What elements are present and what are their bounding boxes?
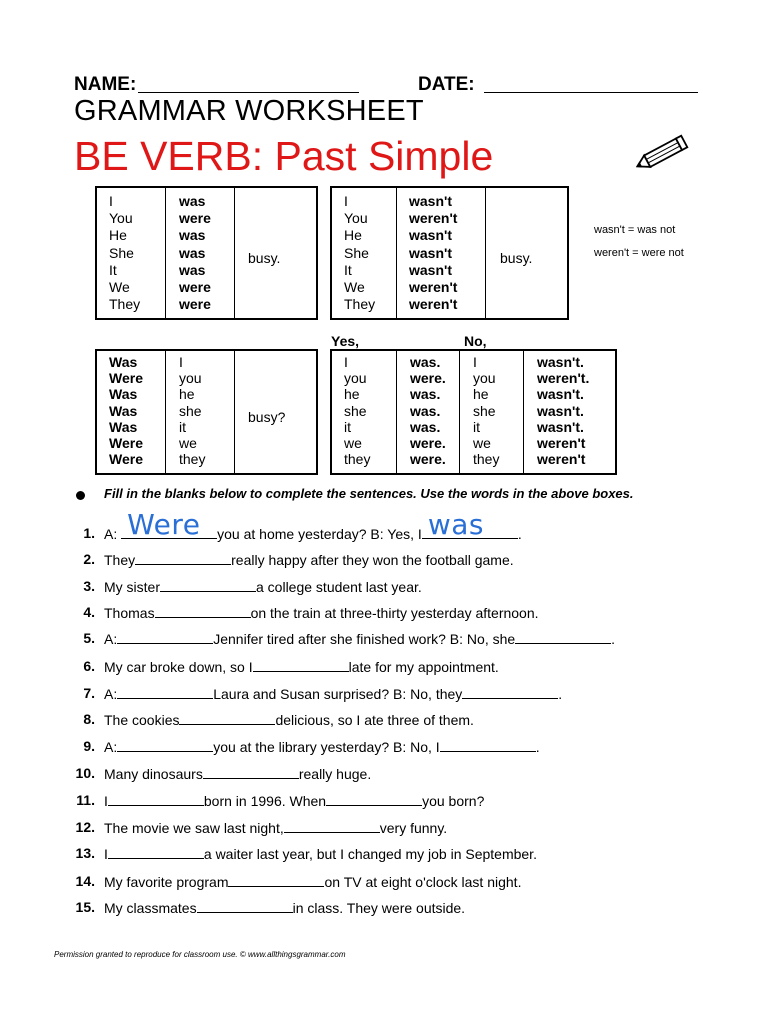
- question-number: 12.: [75, 819, 95, 835]
- question-12: The movie we saw last night, very funny.: [104, 820, 448, 836]
- date-field[interactable]: [484, 92, 698, 93]
- question-number: 1.: [83, 525, 95, 541]
- answer-blank[interactable]: [160, 578, 256, 592]
- question-5: A: Jennifer tired after she finished work? B: No, she .: [104, 631, 616, 647]
- affirmative-table: [95, 186, 318, 320]
- affirmative-complement: busy.: [248, 250, 281, 266]
- answer-blank[interactable]: [135, 551, 231, 565]
- question-subjects: I you he she it we they: [179, 354, 206, 468]
- answer-blank[interactable]: [117, 685, 213, 699]
- question-number: 11.: [76, 792, 95, 808]
- short-answer-table: [330, 349, 617, 475]
- footer-credit: Permission granted to reproduce for classroom use. © www.allthingsgrammar.com: [54, 950, 346, 959]
- answer-blank[interactable]: [203, 765, 299, 779]
- no-subjects: I you he she it we they: [473, 354, 500, 468]
- answer-blank[interactable]: [462, 685, 558, 699]
- contraction-wasnt: wasn't = was not: [594, 224, 676, 236]
- answer-blank[interactable]: [440, 738, 536, 752]
- yes-verbs: was. were. was. was. was. were. were.: [410, 354, 446, 468]
- answer-blank[interactable]: [155, 604, 251, 618]
- question-4: Thomas on the train at three-thirty yesterday afternoon.: [104, 605, 539, 621]
- question-verbs: Was Were Was Was Was Were Were: [109, 354, 143, 468]
- answer-blank[interactable]: [108, 845, 204, 859]
- answer-blank[interactable]: [179, 711, 275, 725]
- question-3: My sister a college student last year.: [104, 579, 422, 595]
- topic-title: BE VERB: Past Simple: [74, 133, 494, 179]
- answer-was: was: [427, 508, 484, 541]
- answer-blank[interactable]: [117, 630, 213, 644]
- question-number: 3.: [83, 578, 95, 594]
- answer-blank[interactable]: [108, 792, 204, 806]
- instruction-text: Fill in the blanks below to complete the sentences. Use the words in the above boxes.: [104, 486, 634, 501]
- question-number: 13.: [75, 845, 95, 861]
- question-9: A: you at the library yesterday? B: No, I .: [104, 739, 540, 755]
- no-verbs: wasn't. weren't. wasn't. wasn't. wasn't. weren't weren't: [537, 354, 590, 468]
- question-10: Many dinosaurs really huge.: [104, 766, 372, 782]
- question-number: 8.: [83, 711, 95, 727]
- answer-blank[interactable]: [422, 508, 518, 541]
- affirmative-verbs: was were was was was were were: [179, 193, 211, 313]
- answer-blank[interactable]: [515, 630, 611, 644]
- question-15: My classmates in class. They were outside.: [104, 900, 466, 916]
- pencil-icon: [632, 132, 692, 178]
- yes-label: Yes,: [331, 333, 360, 349]
- question-6: My car broke down, so I late for my appointment.: [104, 659, 499, 675]
- answer-were: Were: [127, 508, 201, 541]
- bullet-icon: [76, 491, 85, 500]
- name-field[interactable]: [138, 92, 359, 93]
- answer-blank[interactable]: [121, 508, 217, 541]
- question-complement: busy?: [248, 409, 286, 425]
- negative-table: [330, 186, 569, 320]
- yes-subjects: I you he she it we they: [344, 354, 371, 468]
- question-1: A: Were you at home yesterday? B: Yes, I was .: [104, 508, 522, 542]
- answer-blank[interactable]: [228, 873, 324, 887]
- question-14: My favorite program on TV at eight o'clock last night.: [104, 874, 522, 890]
- question-number: 15.: [75, 899, 95, 915]
- name-label: NAME:: [74, 74, 137, 95]
- question-number: 7.: [83, 685, 95, 701]
- negative-complement: busy.: [500, 250, 533, 266]
- answer-blank[interactable]: [253, 658, 349, 672]
- no-label: No,: [464, 333, 487, 349]
- question-2: They really happy after they won the football game.: [104, 552, 514, 568]
- question-number: 14.: [75, 873, 95, 889]
- question-number: 9.: [83, 738, 95, 754]
- answer-blank[interactable]: [197, 899, 293, 913]
- date-label: DATE:: [418, 74, 475, 95]
- question-number: 4.: [83, 604, 95, 620]
- question-number: 5.: [83, 630, 95, 646]
- answer-blank[interactable]: [117, 738, 213, 752]
- negative-verbs: wasn't weren't wasn't wasn't wasn't weren't weren't: [409, 193, 458, 313]
- question-number: 6.: [83, 658, 95, 674]
- question-13: I a waiter last year, but I changed my job in September.: [104, 846, 537, 862]
- contraction-werent: weren't = were not: [594, 247, 684, 259]
- question-11: I born in 1996. When you born?: [104, 793, 485, 809]
- affirmative-subjects: I You He She It We They: [109, 193, 141, 313]
- worksheet-title: GRAMMAR WORKSHEET: [74, 95, 424, 127]
- answer-blank[interactable]: [284, 819, 380, 833]
- question-number: 10.: [75, 765, 95, 781]
- question-7: A: Laura and Susan surprised? B: No, they .: [104, 686, 563, 702]
- answer-blank[interactable]: [326, 792, 422, 806]
- question-8: The cookies delicious, so I ate three of them.: [104, 712, 474, 728]
- question-table: [95, 349, 318, 475]
- negative-subjects: I You He She It We They: [344, 193, 376, 313]
- question-number: 2.: [83, 551, 95, 567]
